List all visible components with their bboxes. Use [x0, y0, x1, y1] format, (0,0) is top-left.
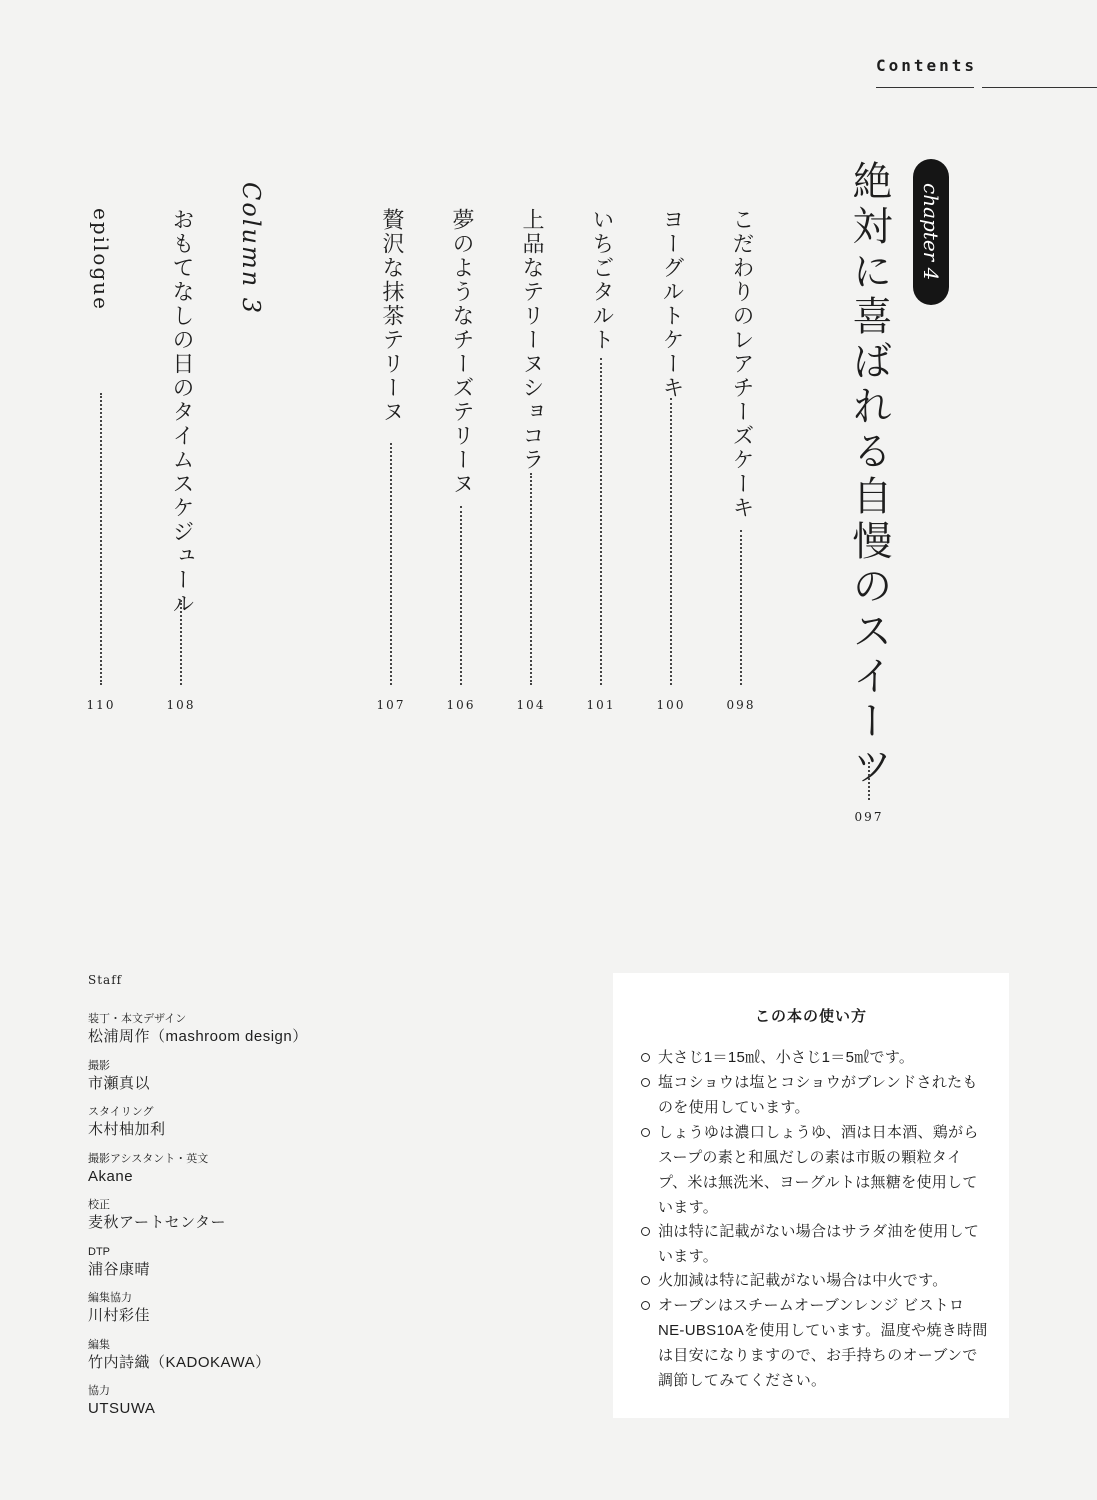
circle-bullet-icon: [641, 1078, 650, 1087]
toc-leader-dots: [600, 358, 602, 685]
usage-note: [658, 1045, 988, 1070]
chapter-badge-label: chapter 4: [919, 183, 943, 281]
toc-leader-dots: [460, 506, 462, 685]
staff-role: スタイリング: [88, 1106, 154, 1118]
chapter-page-number: 097: [854, 810, 884, 824]
usage-note: [658, 1268, 988, 1293]
contents-header: Contents: [876, 56, 978, 75]
circle-bullet-icon: [641, 1053, 650, 1062]
toc-entry-title: こだわりのレアチーズケーキ: [729, 208, 754, 520]
circle-bullet-icon: [641, 1301, 650, 1310]
chapter-title[interactable]: 絶対に喜ばれる自慢のスイーツ: [846, 160, 892, 790]
staff-credit: [88, 1152, 208, 1188]
toc-entry-title: おもてなしの日のタイムスケジュール: [169, 208, 194, 616]
circle-bullet-icon: [641, 1227, 650, 1236]
column-heading-title: Column 3: [237, 182, 265, 316]
staff-role: 編集協力: [88, 1292, 132, 1304]
toc-leader-dots: [670, 398, 672, 685]
toc-entry-title: 贅沢な抹茶テリーヌ: [379, 208, 404, 424]
staff-credit: [88, 1245, 150, 1281]
toc-leader-dots: [100, 393, 102, 685]
toc-leader-dots: [530, 473, 532, 685]
staff-name: 浦谷康晴: [88, 1261, 151, 1278]
staff-credit: [88, 1059, 150, 1095]
staff-name: Akane: [88, 1168, 134, 1185]
usage-note: [658, 1120, 988, 1220]
staff-role: DTP: [88, 1246, 110, 1258]
circle-bullet-icon: [641, 1128, 650, 1137]
staff-role: 協力: [88, 1385, 110, 1397]
staff-name: 松浦周作（mashroom design）: [88, 1028, 308, 1045]
staff-role: 撮影アシスタント・英文: [88, 1153, 209, 1165]
staff-credit: [88, 1338, 271, 1374]
toc-entry-title: 夢のようなチーズテリーヌ: [449, 208, 474, 496]
usage-note-text: オーブンはスチームオーブンレンジ ビストロ NE-UBS10Aを使用しています。温度や焼き時間は目安になりますので、お手持ちのオーブンで調節してみてください。: [658, 1297, 988, 1389]
toc-entry-page: 100: [656, 698, 686, 712]
usage-note-text: 火加減は特に記載がない場合は中火です。: [658, 1272, 948, 1289]
usage-notes-box: [613, 973, 1009, 1418]
staff-role: 撮影: [88, 1060, 110, 1072]
toc-entry-title: いちごタルト: [589, 208, 614, 352]
toc-entry-page: 104: [516, 698, 546, 712]
staff-role: 校正: [88, 1199, 110, 1211]
usage-note-text: 塩コショウは塩とコショウがブレンドされたものを使用しています。: [658, 1074, 978, 1116]
toc-entry-page: 101: [586, 698, 616, 712]
staff-credit: [88, 1384, 155, 1420]
staff-credit: [88, 1012, 308, 1048]
toc-entry-page: 107: [376, 698, 406, 712]
staff-credit: [88, 1105, 166, 1141]
toc-leader-dots: [740, 530, 742, 685]
chapter-leader-dots: [868, 762, 870, 800]
staff-role: 装丁・本文デザイン: [88, 1013, 187, 1025]
staff-credit: [88, 1198, 226, 1234]
header-rule-right: [982, 87, 1097, 88]
usage-notes-title: この本の使い方: [754, 1008, 867, 1025]
staff-name: 竹内詩織（KADOKAWA）: [88, 1354, 271, 1371]
staff-role: 編集: [88, 1339, 110, 1351]
staff-name: UTSUWA: [88, 1400, 156, 1417]
usage-note: [658, 1219, 988, 1269]
staff-name: 麦秋アートセンター: [88, 1214, 227, 1231]
staff-name: 木村柚加利: [88, 1121, 166, 1138]
toc-entry-title: 上品なテリーヌショコラ: [519, 208, 544, 472]
usage-note: [658, 1293, 988, 1393]
toc-entry-page: 098: [726, 698, 756, 712]
toc-entry-page: 110: [86, 698, 116, 712]
staff-name: 市瀬真以: [88, 1075, 151, 1092]
staff-heading: Staff: [88, 973, 123, 987]
toc-leader-dots: [180, 600, 182, 685]
header-rule-left: [876, 87, 974, 88]
toc-entry-title: epilogue: [89, 208, 113, 311]
toc-entry-page: 106: [446, 698, 476, 712]
circle-bullet-icon: [641, 1276, 650, 1285]
usage-note-text: 油は特に記載がない場合はサラダ油を使用しています。: [658, 1223, 980, 1265]
staff-credit: [88, 1291, 150, 1327]
toc-leader-dots: [390, 443, 392, 685]
toc-entry-title: ヨーグルトケーキ: [659, 208, 684, 400]
chapter-badge: [913, 159, 949, 305]
toc-entry-page: 108: [166, 698, 196, 712]
usage-note-text: しょうゆは濃口しょうゆ、酒は日本酒、鶏がらスープの素と和風だしの素は市販の顆粒タイプ、米は無洗米、ヨーグルトは無糖を使用しています。: [658, 1124, 979, 1216]
staff-name: 川村彩佳: [88, 1307, 151, 1324]
usage-note: [658, 1070, 988, 1120]
usage-note-text: 大さじ1＝15㎖、小さじ1＝5㎖です。: [658, 1049, 915, 1066]
